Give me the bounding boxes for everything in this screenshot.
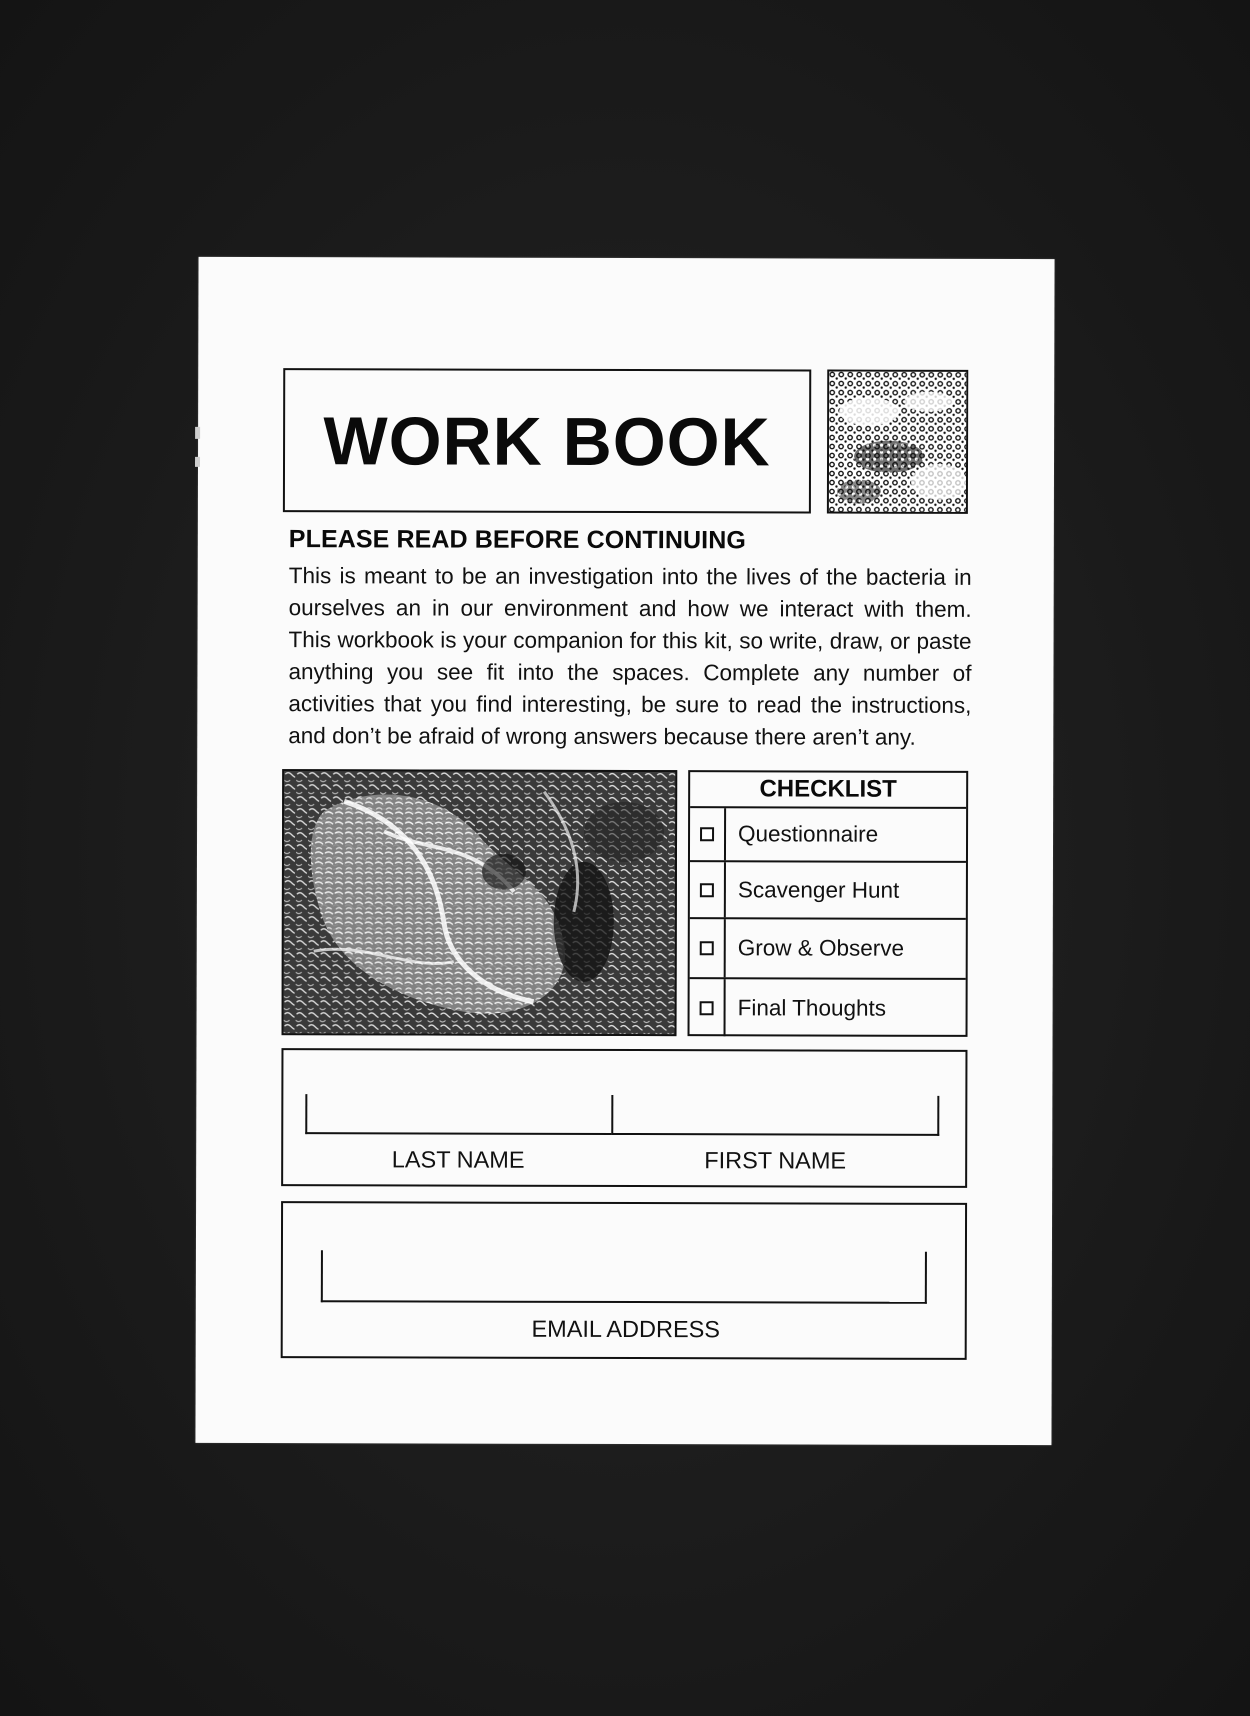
checklist-table — [688, 770, 969, 1037]
bacteria-micrograph-image — [282, 769, 678, 1036]
texture-pattern — [829, 372, 968, 514]
email-field-box — [281, 1201, 967, 1360]
title-box — [283, 368, 811, 513]
last-name-field[interactable] — [305, 1094, 611, 1135]
intro-paragraph: This is meant to be an investigation into the lives of the bacteria in ourselves an in our environment and how we interact with them. This workbook is your companion for this kit, so write, draw, or paste anything you see fit into the spaces. Complete any number of activities that you find interesting, be sure to read the instructions, and don’t be afraid of wrong answers because there aren’t any. — [288, 563, 972, 750]
instructions-heading: PLEASE READ BEFORE CONTINUING — [288, 525, 746, 555]
staple-mark — [195, 427, 200, 439]
workbook-title: WORK BOOK — [323, 403, 771, 481]
bacteria-texture-image — [827, 370, 968, 514]
staple-mark — [195, 457, 200, 467]
checkbox-cell — [690, 808, 726, 860]
checklist-title: CHECKLIST — [690, 772, 966, 809]
checklist-item-label: Grow & Observe — [737, 935, 905, 961]
checklist-item[interactable] — [690, 862, 966, 920]
workbook-page — [195, 257, 1054, 1445]
final-thoughts-checkbox[interactable] — [700, 1001, 714, 1015]
checklist-item[interactable] — [690, 979, 966, 1037]
name-field-box — [281, 1048, 967, 1188]
checklist-item-label: Final Thoughts — [737, 994, 887, 1021]
last-name-label: LAST NAME — [391, 1146, 525, 1173]
questionnaire-checkbox[interactable] — [700, 827, 714, 841]
checkbox-cell — [690, 979, 726, 1036]
checkbox-cell — [690, 919, 726, 977]
email-address-label: EMAIL ADDRESS — [531, 1315, 721, 1343]
checklist-item-label: Scavenger Hunt — [737, 876, 900, 903]
email-address-field[interactable] — [321, 1250, 927, 1304]
checklist-item[interactable] — [690, 808, 966, 863]
first-name-label: FIRST NAME — [704, 1147, 847, 1174]
grow-observe-checkbox[interactable] — [700, 941, 714, 955]
checklist-item[interactable] — [690, 919, 966, 980]
micrograph-pattern — [284, 771, 678, 1036]
checkbox-cell — [690, 862, 726, 917]
scavenger-hunt-checkbox[interactable] — [700, 883, 714, 897]
first-name-field[interactable] — [611, 1095, 939, 1136]
checklist-item-label: Questionnaire — [738, 821, 879, 847]
